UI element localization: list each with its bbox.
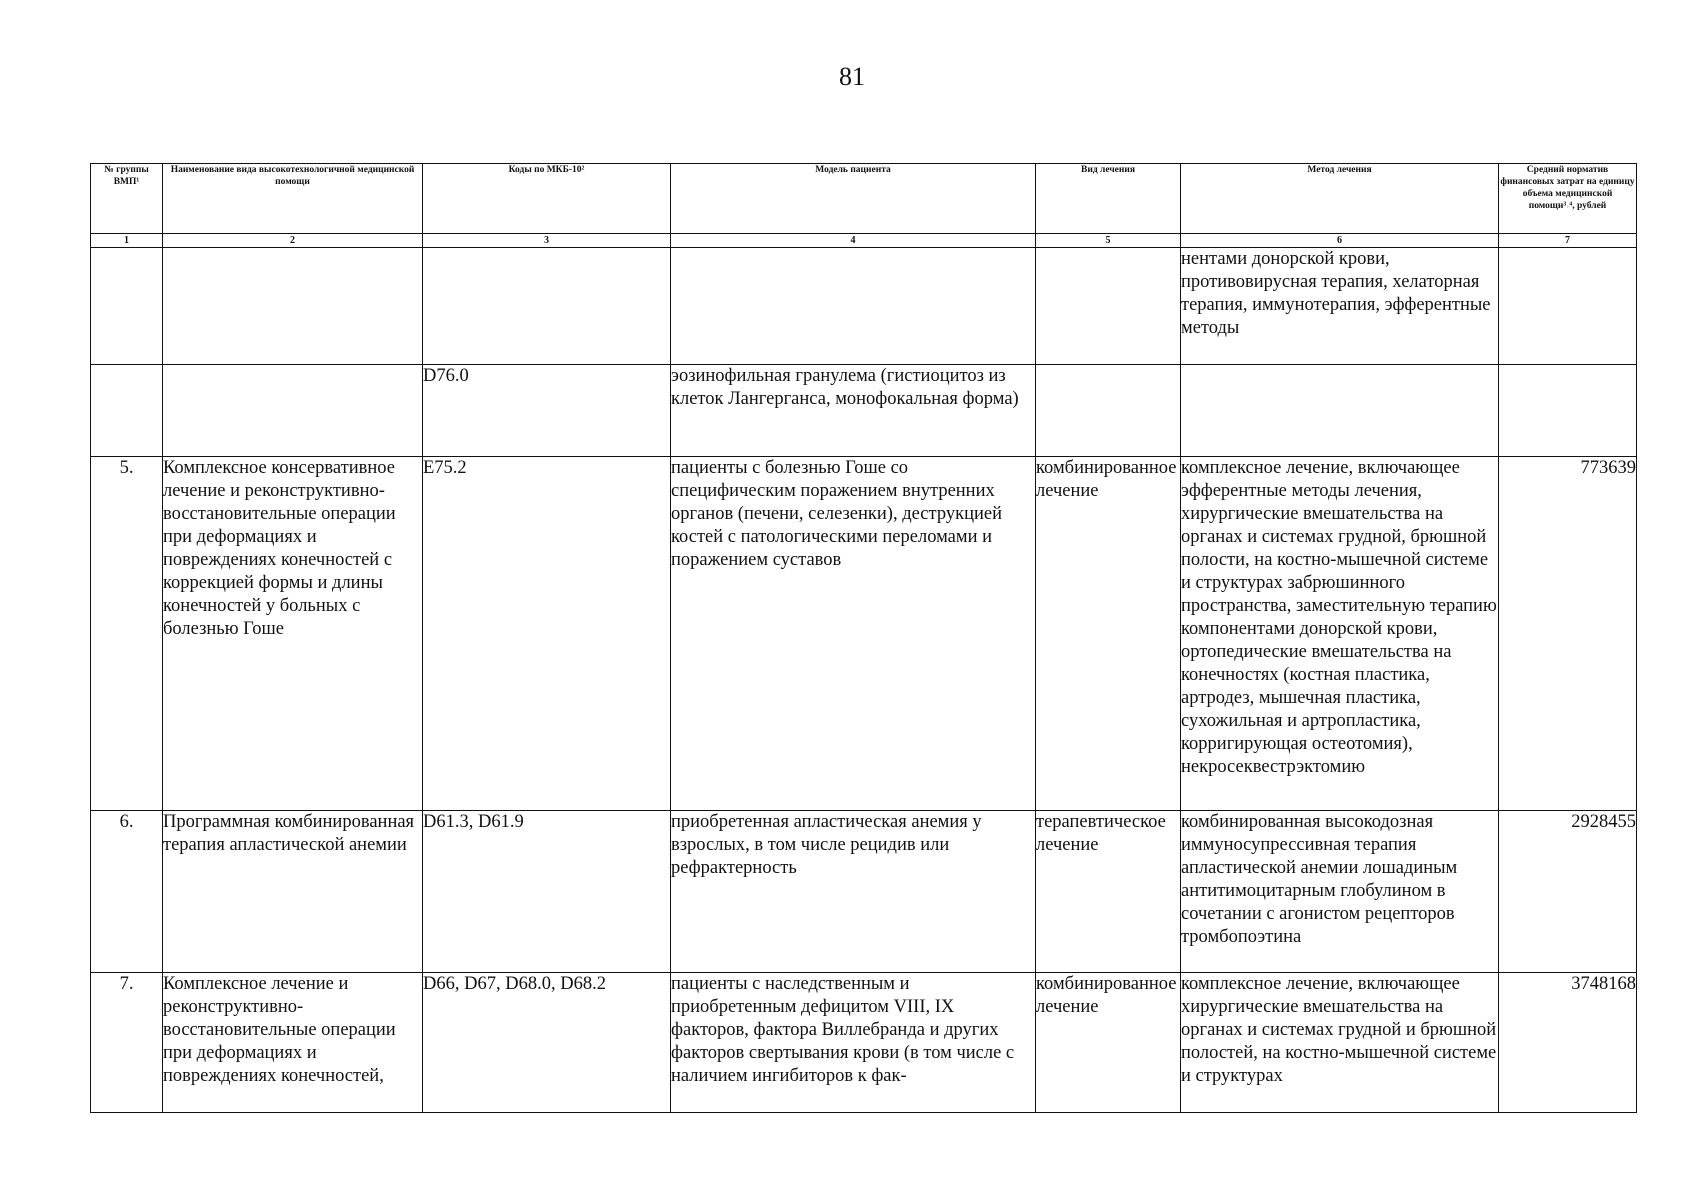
cell-method: нентами донорской крови, противовирусная терапия, хелаторная терапия, иммунотерапия, эфферентные методы [1181,248,1499,365]
column-number: 3 [423,234,671,248]
cell-group [91,365,163,457]
cell-codes: E75.2 [423,457,671,811]
header-method: Метод лечения [1181,164,1499,234]
cell-group: 5. [91,457,163,811]
cell-method [1181,365,1499,457]
column-number: 7 [1499,234,1637,248]
cell-type: комбинированное лечение [1036,973,1181,1113]
table-row [91,365,1637,457]
cell-type [1036,365,1181,457]
cell-model [671,248,1036,365]
cell-model: эозинофильная гранулема (гистиоцитоз из клеток Лангерганса, монофокальная форма) [671,365,1036,457]
cell-type: терапевтическое лечение [1036,811,1181,973]
header-group: № группы ВМП¹ [91,164,163,234]
header-model: Модель пациента [671,164,1036,234]
column-number-row [91,234,1637,248]
header-type: Вид лечения [1036,164,1181,234]
cell-name [163,365,423,457]
cell-group [91,248,163,365]
table-row [91,973,1637,1113]
column-number: 1 [91,234,163,248]
header-codes: Коды по МКБ-10² [423,164,671,234]
header-row [91,164,1637,234]
table-row [91,248,1637,365]
cell-type [1036,248,1181,365]
cell-name: Комплексное лечение и реконструктивно-восстановительные операции при деформациях и повреждениях конечностей, [163,973,423,1113]
vmp-table [90,163,1637,1113]
cell-group: 6. [91,811,163,973]
column-number: 4 [671,234,1036,248]
cell-cost [1499,365,1637,457]
column-number: 5 [1036,234,1181,248]
cell-codes: D76.0 [423,365,671,457]
cell-model: пациенты с болезнью Гоше со специфическим поражением внутренних органов (печени, селезенки), деструкцией костей с патологическими переломами и поражением суставов [671,457,1036,811]
cell-model: приобретенная апластическая анемия у взрослых, в том числе рецидив или рефрактерность [671,811,1036,973]
header-name: Наименование вида высокотехнологичной медицинской помощи [163,164,423,234]
table-row [91,457,1637,811]
cell-name: Программная комбинированная терапия апластической анемии [163,811,423,973]
cell-model: пациенты с наследственным и приобретенным дефицитом VIII, IX факторов, фактора Виллебранда и других факторов свертывания крови (в том числе с наличием ингибиторов к фак- [671,973,1036,1113]
cell-cost: 2928455 [1499,811,1637,973]
cell-codes: D61.3, D61.9 [423,811,671,973]
cell-method: комплексное лечение, включающее хирургические вмешательства на органах и системах грудной и брюшной полостей, на костно-мышечной системе и структурах [1181,973,1499,1113]
cell-cost [1499,248,1637,365]
cell-cost: 773639 [1499,457,1637,811]
cell-cost: 3748168 [1499,973,1637,1113]
page-number: 81 [839,62,865,91]
column-number: 6 [1181,234,1499,248]
table-row [91,811,1637,973]
cell-name: Комплексное консервативное лечение и реконструктивно-восстановительные операции при деформациях и повреждениях конечностей с коррекцией формы и длины конечностей у больных с болезнью Гоше [163,457,423,811]
header-cost: Средний норматив финансовых затрат на единицу объема медицинской помощи³˒⁴, рублей [1499,164,1637,234]
column-number: 2 [163,234,423,248]
cell-name [163,248,423,365]
cell-group: 7. [91,973,163,1113]
cell-codes: D66, D67, D68.0, D68.2 [423,973,671,1113]
cell-method: комплексное лечение, включающее эфферентные методы лечения, хирургические вмешательства на органах и системах грудной, брюшной полости, на костно-мышечной системе и структурах забрюшинного пространства, заместительную терапию компонентами донорской крови, ортопедические вмешательства на конечностях (костная пластика, артродез, мышечная пластика, сухожильная и артропластика, корригирующая остеотомия), некросеквестрэктомию [1181,457,1499,811]
cell-codes [423,248,671,365]
cell-type: комбинированное лечение [1036,457,1181,811]
cell-method: комбинированная высокодозная иммуносупрессивная терапия апластической анемии лошадиным антитимоцитарным глобулином в сочетании с агонистом рецепторов тромбопоэтина [1181,811,1499,973]
